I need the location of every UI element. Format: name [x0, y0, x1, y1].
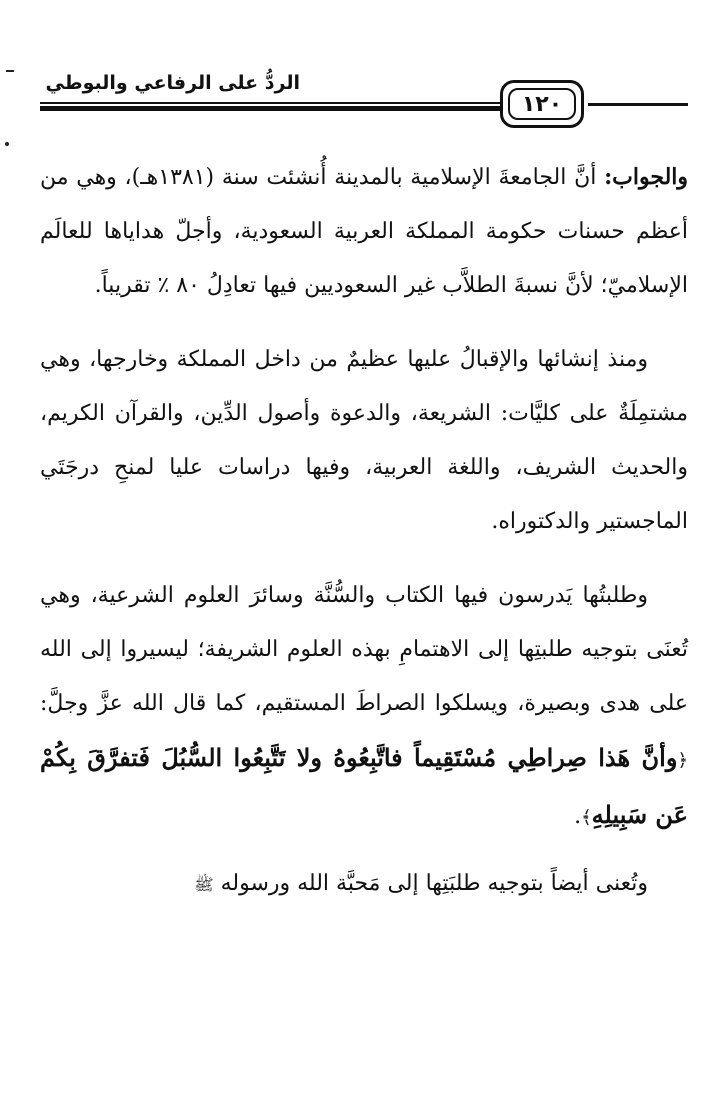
- paragraph-1: [40, 150, 688, 313]
- page-number-frame: [500, 80, 584, 128]
- honorific-symbol: ﷺ: [194, 875, 214, 894]
- answer-lead: والجواب:: [604, 164, 689, 190]
- page-number: ١٢٠: [508, 88, 576, 120]
- margin-mark: [6, 70, 14, 72]
- running-header-title: الردُّ على الرفاعي والبوطي: [45, 72, 300, 94]
- paragraph-2: ومنذ إنشائها والإقبالُ عليها عظيمٌ من داخل المملكة وخارجها، وهي مشتمِلَةٌ على كليَّات: الشريعة، والدعوة وأصول الدِّين، والقرآن الكريم، والحديث الشريف، واللغة العربية، وفيها دراسات عليا لمنحِ درجَتَي الماجستير والدكتوراه.: [40, 347, 688, 534]
- quran-verse: وأنَّ هَذا صِراطِي مُسْتَقِيماً فاتَّبِعُوهُ ولا تَتَّبِعُوا السُّبُلَ فَتفرَّقَ بِكُمْ عَن سَبِيلِهِ: [40, 743, 688, 829]
- paragraph-3-end: .: [574, 804, 582, 829]
- header-rule-thin: [40, 102, 500, 104]
- quran-bracket-open: ﴿: [677, 750, 688, 771]
- paragraph-4: [40, 857, 688, 912]
- paragraph-1-text: أنَّ الجامعةَ الإسلامية بالمدينة أُنشئت سنة (١٣٨١هـ)، وهي من أعظم حسنات حكومة المملكة العربية السعودية، وأجلّ هداياها للعالَم الإسلاميّ؛ لأنَّ نسبةَ الطلاَّب غير السعوديين فيها تعادِلُ ٨٠ ٪ تقريباً.: [40, 165, 688, 298]
- header-rule-thick: [40, 106, 500, 111]
- header-rule-right: [588, 103, 688, 106]
- paragraph-4-text: وتُعنى أيضاً بتوجيه طلبَتِها إلى مَحبَّة الله ورسوله: [213, 871, 648, 896]
- paragraph-3-text: وطلبتُها يَدرسون فيها الكتاب والسُّنَّة وسائرَ العلوم الشرعية، وهي تُعنَى بتوجيه طلبتِها إلى الاهتمامِ بهذه العلوم الشريفة؛ ليسيروا إلى الله على هدى وبصيرة، ويسلكوا الصراطَ المستقيم، كما قال الله عزَّ وجلَّ:: [40, 583, 688, 716]
- paragraph-3: [40, 569, 688, 845]
- body-text: [40, 150, 688, 932]
- margin-dot: [5, 142, 9, 146]
- quran-bracket-close: ﴾: [581, 807, 592, 828]
